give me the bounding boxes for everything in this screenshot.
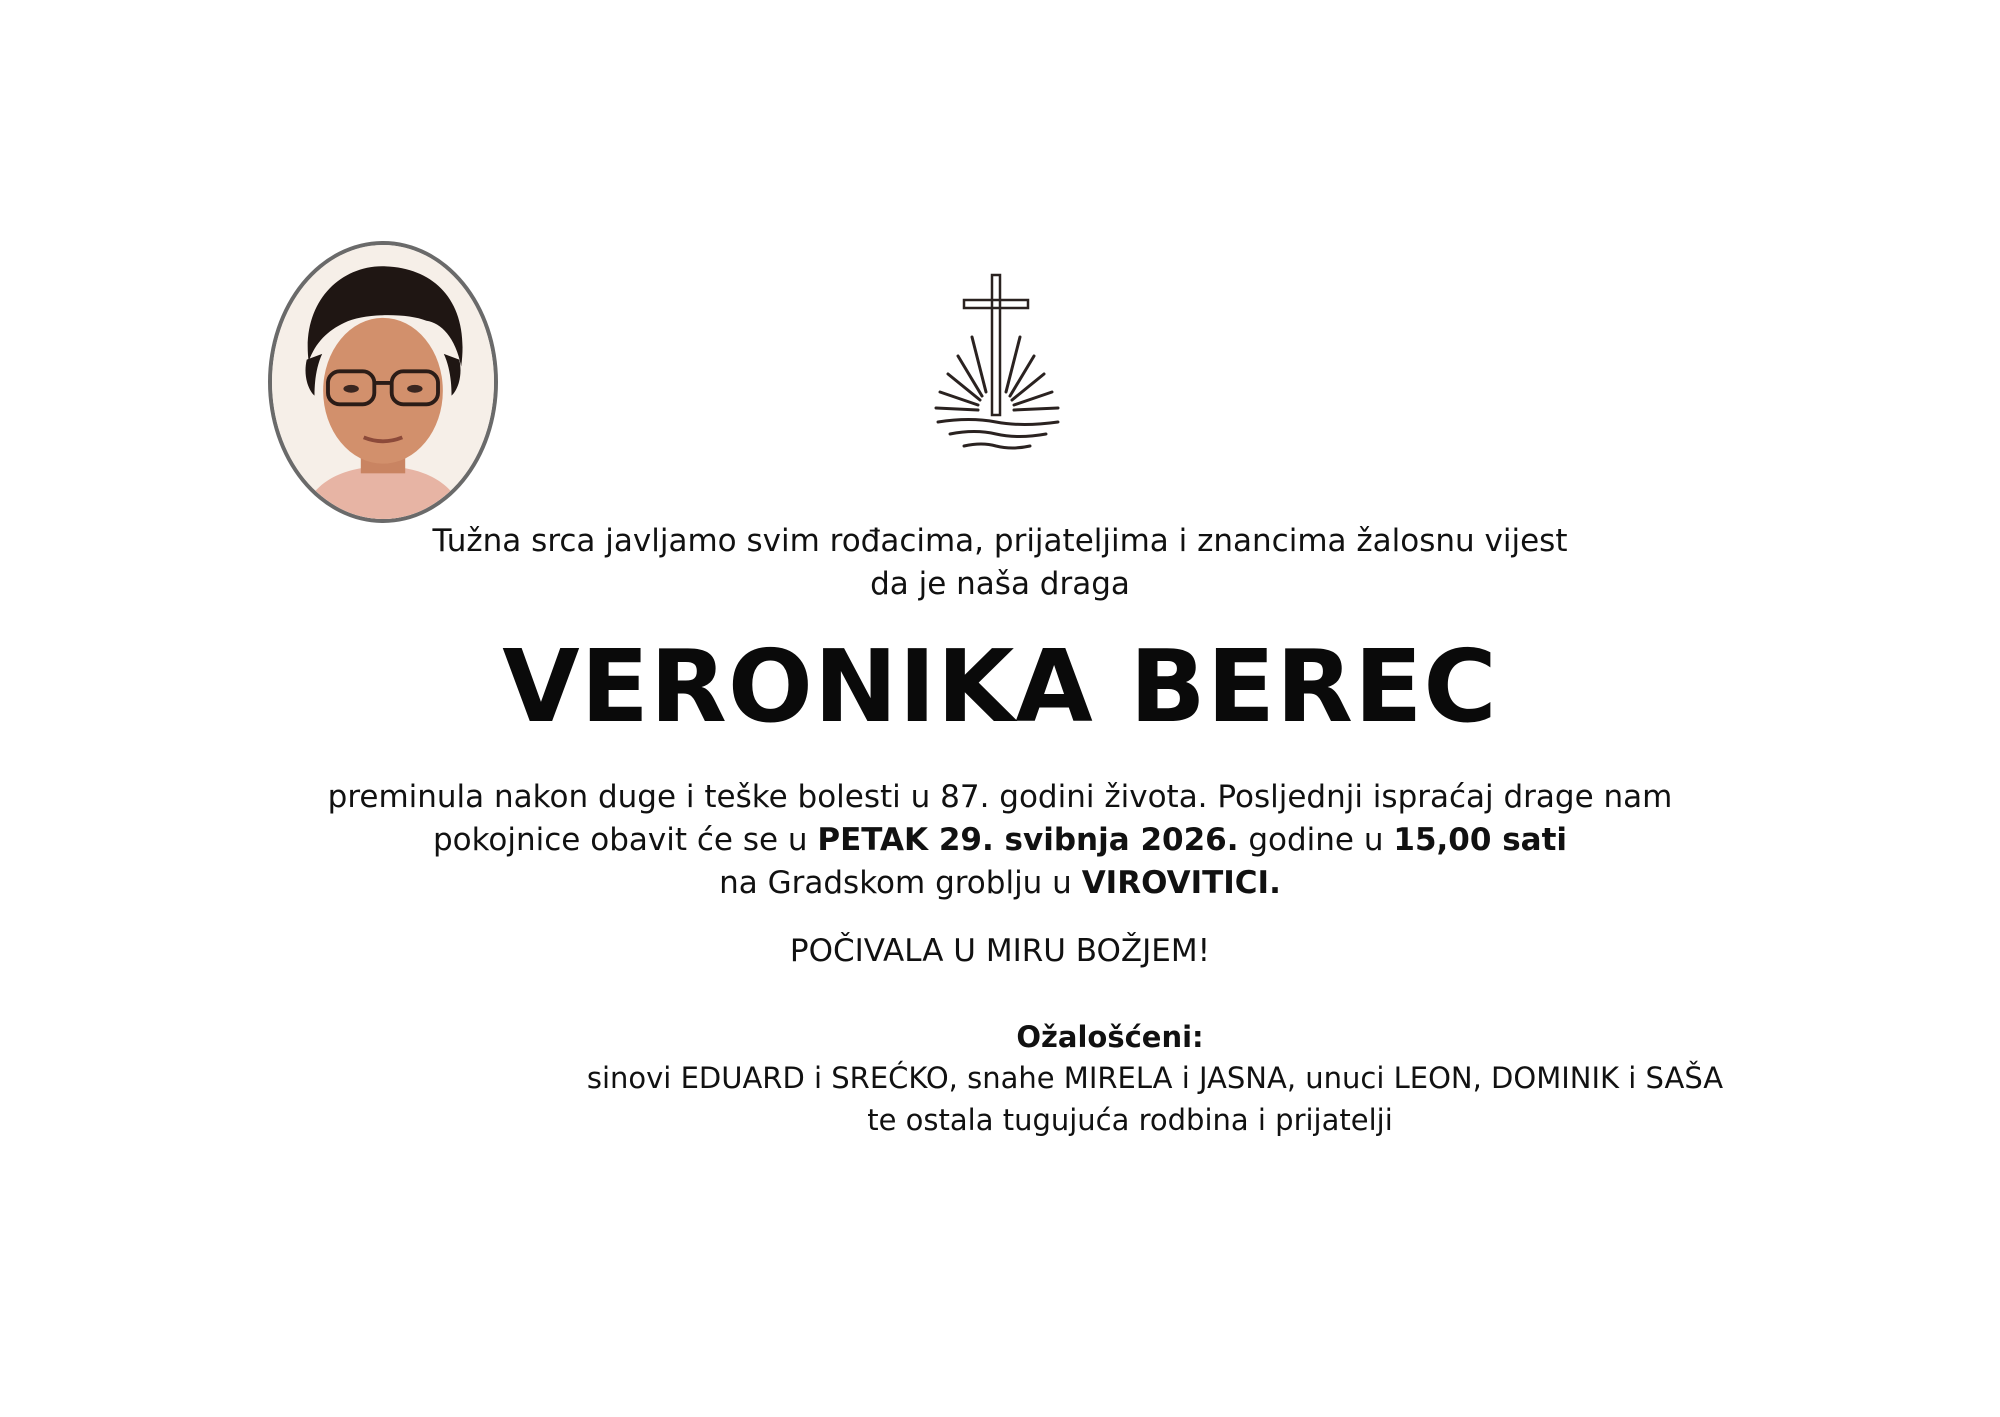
- mourners-heading: [0, 1017, 2000, 1057]
- deceased-name: VERONIKA BEREC: [502, 628, 1498, 745]
- mourners-line-1: sinovi EDUARD i SREĆKO, snahe MIRELA i JASNA, unuci LEON, DOMINIK i SAŠA: [586, 1061, 1724, 1095]
- details-text: pokojnice obavit će se u: [432, 822, 818, 858]
- details-line-1: preminula nakon duge i teške bolesti u 87. godini života. Posljednji ispraćaj drage nam: [327, 779, 1673, 815]
- details-line-3: [0, 862, 2000, 904]
- funeral-time: 15,00 sati: [1393, 822, 1568, 858]
- funeral-place: VIROVITICI.: [1081, 865, 1281, 901]
- details-text: na Gradskom groblju u: [719, 865, 1082, 901]
- details-line-2: [0, 819, 2000, 861]
- intro-line-2: da je naša draga: [870, 566, 1130, 602]
- mourners-line-2: te ostala tugujuća rodbina i prijatelji: [867, 1103, 1393, 1137]
- mourners-heading-text: Ožalošćeni:: [1016, 1020, 1204, 1054]
- portrait-photo: [268, 241, 498, 523]
- cross-sunburst-icon: [930, 272, 1066, 452]
- blessing: POČIVALA U MIRU BOŽJEM!: [789, 933, 1211, 969]
- funeral-date: PETAK 29. svibnja 2026.: [817, 822, 1239, 858]
- details-text: godine u: [1238, 822, 1394, 858]
- intro-line-1: Tužna srca javljamo svim rođacima, prijateljima i znancima žalosnu vijest: [432, 523, 1568, 559]
